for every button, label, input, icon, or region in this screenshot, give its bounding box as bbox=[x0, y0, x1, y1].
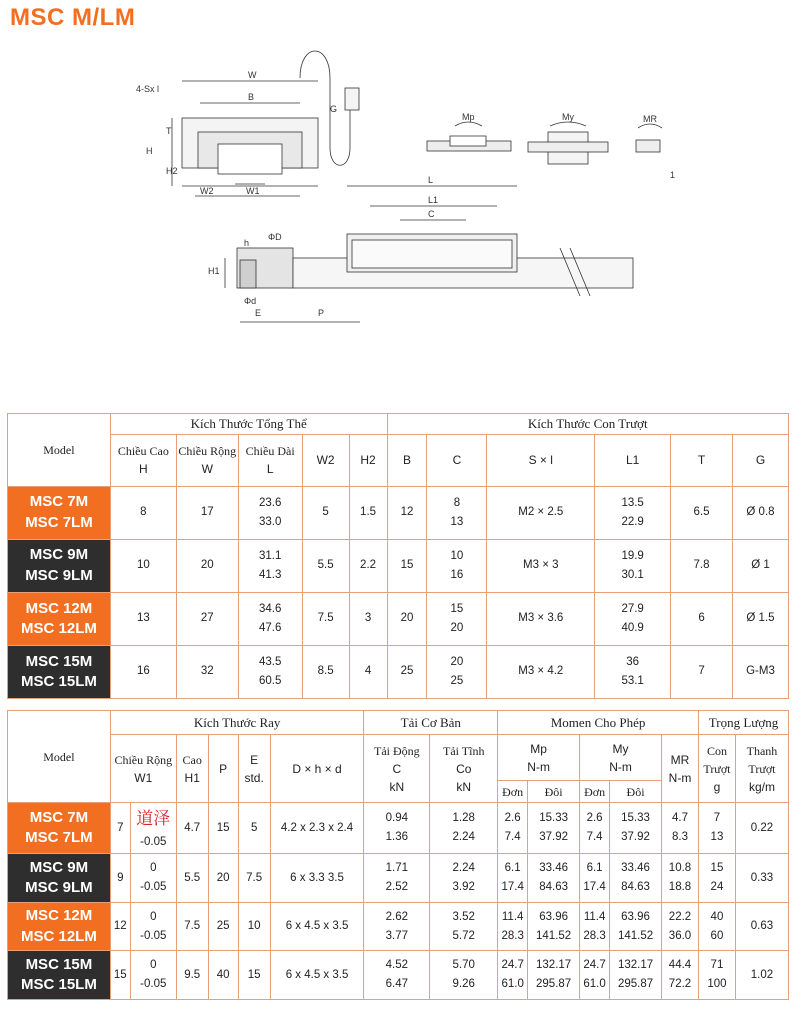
cell-t: 6 bbox=[671, 592, 733, 645]
svg-text:4-Sx l: 4-Sx l bbox=[136, 84, 160, 94]
col-c: C bbox=[427, 434, 487, 486]
svg-text:Mp: Mp bbox=[462, 112, 475, 122]
cell-l: 43.5 60.5 bbox=[238, 645, 302, 698]
cell-dhd: 6 x 3.3 3.5 bbox=[270, 854, 364, 903]
model-cell: MSC 9M MSC 9LM bbox=[8, 854, 111, 903]
cell-g: G-M3 bbox=[732, 645, 788, 698]
col-dynamic-load: Tải Động C kN bbox=[364, 735, 430, 803]
cell-my-single: 2.6 7.4 bbox=[580, 803, 610, 854]
cell-c: 8 13 bbox=[427, 486, 487, 539]
cell-p: 20 bbox=[208, 854, 238, 903]
col-mp-single: Đơn bbox=[498, 781, 528, 803]
cell-e: 5 bbox=[238, 803, 270, 854]
cell-sxl: M3 × 4.2 bbox=[487, 645, 595, 698]
svg-text:Φd: Φd bbox=[244, 296, 257, 306]
cell-my-single: 11.4 28.3 bbox=[580, 902, 610, 951]
cell-p: 25 bbox=[208, 902, 238, 951]
cell-e: 15 bbox=[238, 951, 270, 1000]
allowable-moment-header: Momen Cho Phép bbox=[498, 711, 699, 735]
svg-text:B: B bbox=[248, 92, 255, 102]
cell-p: 40 bbox=[208, 951, 238, 1000]
cell-w: 27 bbox=[176, 592, 238, 645]
cell-my-double: 63.96 141.52 bbox=[610, 902, 662, 951]
svg-text:L: L bbox=[428, 175, 434, 185]
col-t: T bbox=[671, 434, 733, 486]
cell-h2: 4 bbox=[349, 645, 387, 698]
table-row bbox=[8, 854, 789, 903]
model-header: Model bbox=[8, 414, 111, 487]
overall-dimensions-header: Kích Thước Tổng Thể bbox=[110, 414, 387, 435]
table-row bbox=[8, 951, 789, 1000]
svg-text:E: E bbox=[255, 308, 262, 318]
cell-co: 2.24 3.92 bbox=[430, 854, 498, 903]
cell-w2: 7.5 bbox=[302, 592, 349, 645]
cell-sxl: M2 × 2.5 bbox=[487, 486, 595, 539]
col-my: My N-m bbox=[580, 735, 662, 781]
cell-slider-weight: 40 60 bbox=[698, 902, 735, 951]
cell-c: 15 20 bbox=[427, 592, 487, 645]
cell-sxl: M3 × 3 bbox=[487, 539, 595, 592]
cell-w1: 9 bbox=[110, 854, 130, 903]
cell-rail-weight: 0.22 bbox=[735, 803, 788, 854]
cell-sxl: M3 × 3.6 bbox=[487, 592, 595, 645]
cell-mr: 22.2 36.0 bbox=[662, 902, 699, 951]
cell-w2: 5.5 bbox=[302, 539, 349, 592]
cell-w: 20 bbox=[176, 539, 238, 592]
cell-e: 7.5 bbox=[238, 854, 270, 903]
rail-dimensions-table bbox=[7, 710, 789, 1000]
col-rail-height: Cao H1 bbox=[176, 735, 208, 803]
cell-g: Ø 0.8 bbox=[732, 486, 788, 539]
cell-mp-single: 24.7 61.0 bbox=[498, 951, 528, 1000]
cell-dhd: 4.2 x 2.3 x 2.4 bbox=[270, 803, 364, 854]
cell-mp-double: 63.96 141.52 bbox=[528, 902, 580, 951]
cell-b: 25 bbox=[387, 645, 427, 698]
table-row bbox=[8, 486, 789, 539]
model-cell: MSC 9M MSC 9LM bbox=[8, 539, 111, 592]
cell-h1: 5.5 bbox=[176, 854, 208, 903]
cell-l1: 19.9 30.1 bbox=[595, 539, 671, 592]
cell-c: 10 16 bbox=[427, 539, 487, 592]
cell-co: 5.70 9.26 bbox=[430, 951, 498, 1000]
col-mp-double: Đôi bbox=[528, 781, 580, 803]
model-cell: MSC 12M MSC 12LM bbox=[8, 902, 111, 951]
cell-l1: 27.9 40.9 bbox=[595, 592, 671, 645]
col-static-load: Tải Tĩnh Co kN bbox=[430, 735, 498, 803]
col-rail-weight: Thanh Trượt kg/m bbox=[735, 735, 788, 803]
model-header: Model bbox=[8, 711, 111, 803]
cell-g: Ø 1.5 bbox=[732, 592, 788, 645]
cell-l: 31.1 41.3 bbox=[238, 539, 302, 592]
cell-h: 13 bbox=[110, 592, 176, 645]
cell-mp-single: 6.1 17.4 bbox=[498, 854, 528, 903]
cell-mr: 4.7 8.3 bbox=[662, 803, 699, 854]
col-height: Chiều Cao H bbox=[110, 434, 176, 486]
svg-text:My: My bbox=[562, 112, 574, 122]
slider-dimensions-table bbox=[7, 413, 789, 699]
col-slider-weight: Con Trượt g bbox=[698, 735, 735, 803]
col-rail-width: Chiều Rộng W1 bbox=[110, 735, 176, 803]
cell-rail-weight: 1.02 bbox=[735, 951, 788, 1000]
cell-rail-weight: 0.33 bbox=[735, 854, 788, 903]
svg-text:W1: W1 bbox=[246, 186, 260, 196]
cell-tolerance: 道泽 -0.05 bbox=[130, 803, 176, 854]
col-e: E std. bbox=[238, 735, 270, 803]
col-mp: Mp N-m bbox=[498, 735, 580, 781]
svg-text:C: C bbox=[428, 209, 435, 219]
svg-text:h: h bbox=[244, 238, 250, 248]
model-cell: MSC 7M MSC 7LM bbox=[8, 486, 111, 539]
cell-mp-double: 132.17 295.87 bbox=[528, 951, 580, 1000]
moment-icons bbox=[427, 122, 662, 164]
svg-text:W: W bbox=[248, 70, 257, 80]
cell-my-double: 15.33 37.92 bbox=[610, 803, 662, 854]
svg-text:P: P bbox=[318, 308, 325, 318]
cell-b: 12 bbox=[387, 486, 427, 539]
svg-text:L1: L1 bbox=[428, 195, 439, 205]
cell-t: 7.8 bbox=[671, 539, 733, 592]
cell-my-double: 132.17 295.87 bbox=[610, 951, 662, 1000]
technical-drawing bbox=[0, 36, 800, 416]
cell-e: 10 bbox=[238, 902, 270, 951]
cell-co: 3.52 5.72 bbox=[430, 902, 498, 951]
slider-dimensions-header: Kích Thước Con Trượt bbox=[387, 414, 788, 435]
model-cell: MSC 12M MSC 12LM bbox=[8, 592, 111, 645]
cell-w1: 7 bbox=[110, 803, 130, 854]
col-l1: L1 bbox=[595, 434, 671, 486]
model-cell: MSC 15M MSC 15LM bbox=[8, 951, 111, 1000]
col-my-single: Đơn bbox=[580, 781, 610, 803]
col-my-double: Đôi bbox=[610, 781, 662, 803]
col-width: Chiều Rộng W bbox=[176, 434, 238, 486]
cell-mp-single: 11.4 28.3 bbox=[498, 902, 528, 951]
cell-mr: 10.8 18.8 bbox=[662, 854, 699, 903]
cell-w2: 5 bbox=[302, 486, 349, 539]
table-row bbox=[8, 645, 789, 698]
cell-slider-weight: 15 24 bbox=[698, 854, 735, 903]
svg-text:1: 1 bbox=[670, 170, 676, 180]
cell-l1: 36 53.1 bbox=[595, 645, 671, 698]
model-cell: MSC 7M MSC 7LM bbox=[8, 803, 111, 854]
cell-h2: 2.2 bbox=[349, 539, 387, 592]
col-w2: W2 bbox=[302, 434, 349, 486]
cell-b: 20 bbox=[387, 592, 427, 645]
cell-rail-weight: 0.63 bbox=[735, 902, 788, 951]
rail-side-view bbox=[225, 186, 633, 322]
cell-dhd: 6 x 4.5 x 3.5 bbox=[270, 902, 364, 951]
cell-h2: 3 bbox=[349, 592, 387, 645]
cell-l1: 13.5 22.9 bbox=[595, 486, 671, 539]
cell-g: Ø 1 bbox=[732, 539, 788, 592]
basic-load-header: Tải Cơ Bản bbox=[364, 711, 498, 735]
cell-l: 23.6 33.0 bbox=[238, 486, 302, 539]
cell-h: 10 bbox=[110, 539, 176, 592]
col-sxl: S × l bbox=[487, 434, 595, 486]
cell-mp-single: 2.6 7.4 bbox=[498, 803, 528, 854]
col-g: G bbox=[732, 434, 788, 486]
cell-l: 34.6 47.6 bbox=[238, 592, 302, 645]
cell-h: 16 bbox=[110, 645, 176, 698]
watermark: 道泽 bbox=[136, 808, 171, 828]
cell-w1: 12 bbox=[110, 902, 130, 951]
table-row bbox=[8, 902, 789, 951]
cell-tolerance: 0 -0.05 bbox=[130, 902, 176, 951]
svg-text:H2: H2 bbox=[166, 166, 178, 176]
cell-p: 15 bbox=[208, 803, 238, 854]
table-row bbox=[8, 539, 789, 592]
cell-w2: 8.5 bbox=[302, 645, 349, 698]
col-p: P bbox=[208, 735, 238, 803]
col-b: B bbox=[387, 434, 427, 486]
model-cell: MSC 15M MSC 15LM bbox=[8, 645, 111, 698]
cell-co: 1.28 2.24 bbox=[430, 803, 498, 854]
cell-my-single: 6.1 17.4 bbox=[580, 854, 610, 903]
front-view bbox=[172, 51, 359, 196]
svg-text:MR: MR bbox=[643, 114, 657, 124]
col-length: Chiều Dài L bbox=[238, 434, 302, 486]
col-dhd: D × h × d bbox=[270, 735, 364, 803]
col-mr: MR N-m bbox=[662, 735, 699, 803]
svg-text:T: T bbox=[166, 126, 172, 136]
cell-c: 20 25 bbox=[427, 645, 487, 698]
cell-t: 7 bbox=[671, 645, 733, 698]
cell-w1: 15 bbox=[110, 951, 130, 1000]
cell-w: 32 bbox=[176, 645, 238, 698]
table-row bbox=[8, 592, 789, 645]
svg-text:H: H bbox=[146, 146, 153, 156]
cell-c: 1.71 2.52 bbox=[364, 854, 430, 903]
cell-mp-double: 15.33 37.92 bbox=[528, 803, 580, 854]
svg-text:H1: H1 bbox=[208, 266, 220, 276]
cell-w: 17 bbox=[176, 486, 238, 539]
cell-h2: 1.5 bbox=[349, 486, 387, 539]
cell-tolerance: 0 -0.05 bbox=[130, 951, 176, 1000]
cell-mp-double: 33.46 84.63 bbox=[528, 854, 580, 903]
cell-mr: 44.4 72.2 bbox=[662, 951, 699, 1000]
svg-text:G: G bbox=[330, 104, 338, 114]
cell-h: 8 bbox=[110, 486, 176, 539]
rail-dimensions-header: Kích Thước Ray bbox=[110, 711, 364, 735]
cell-my-single: 24.7 61.0 bbox=[580, 951, 610, 1000]
cell-dhd: 6 x 4.5 x 3.5 bbox=[270, 951, 364, 1000]
table-row bbox=[8, 803, 789, 854]
cell-t: 6.5 bbox=[671, 486, 733, 539]
cell-c: 0.94 1.36 bbox=[364, 803, 430, 854]
cell-b: 15 bbox=[387, 539, 427, 592]
cell-h1: 9.5 bbox=[176, 951, 208, 1000]
cell-slider-weight: 7 13 bbox=[698, 803, 735, 854]
weight-header: Trọng Lượng bbox=[698, 711, 788, 735]
cell-c: 4.52 6.47 bbox=[364, 951, 430, 1000]
cell-my-double: 33.46 84.63 bbox=[610, 854, 662, 903]
page-title: MSC M/LM bbox=[10, 4, 136, 31]
cell-tolerance: 0 -0.05 bbox=[130, 854, 176, 903]
svg-text:ΦD: ΦD bbox=[268, 232, 282, 242]
svg-text:W2: W2 bbox=[200, 186, 214, 196]
cell-h1: 4.7 bbox=[176, 803, 208, 854]
cell-slider-weight: 71 100 bbox=[698, 951, 735, 1000]
cell-h1: 7.5 bbox=[176, 902, 208, 951]
cell-c: 2.62 3.77 bbox=[364, 902, 430, 951]
col-h2: H2 bbox=[349, 434, 387, 486]
